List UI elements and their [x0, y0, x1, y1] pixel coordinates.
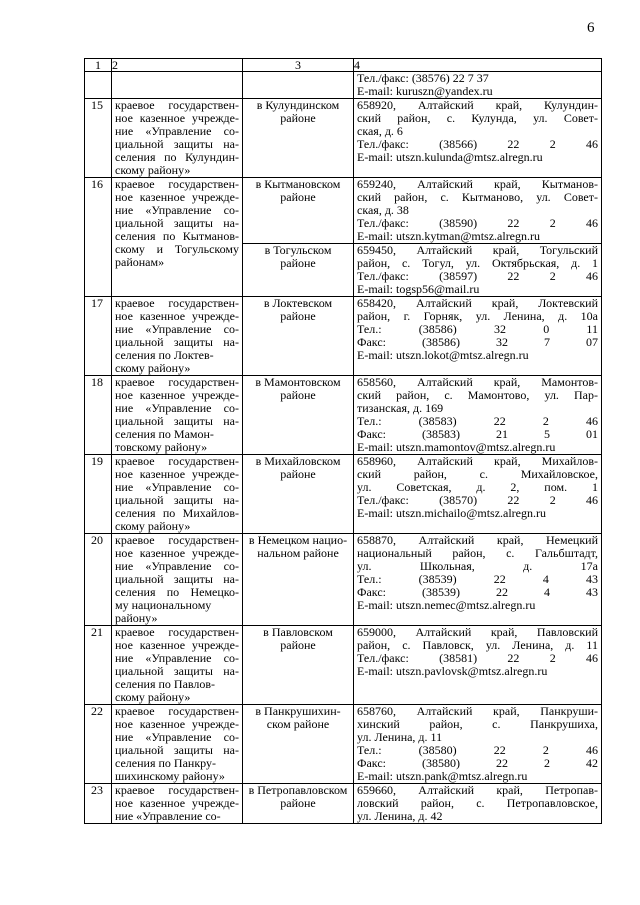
row-number-cell	[85, 178, 112, 297]
district-line: в Михайловском	[255, 454, 341, 468]
address-line: E-mail: togsp56@mail.ru	[357, 282, 480, 296]
organization-line: скому району»	[115, 163, 191, 177]
organization-line: краевое государствен-	[115, 704, 239, 718]
address-line: тизанская, д. 169	[357, 401, 444, 415]
address-line: район, с. Павловск, ул. Ленина, д. 11	[357, 638, 598, 652]
address-cell	[354, 534, 602, 626]
organization-cell	[112, 534, 243, 626]
address-cell	[354, 705, 602, 784]
organization-cell	[112, 626, 243, 705]
district-line: в Немецком нацио-	[248, 533, 348, 547]
organization-line: району»	[115, 611, 158, 625]
row-number-cell	[85, 784, 112, 824]
address-line: 658420, Алтайский край, Локтевский	[357, 296, 598, 310]
organization-line: товскому району»	[115, 440, 208, 454]
organization-line: селения по Михайлов-	[115, 506, 239, 520]
row-number: 17	[91, 296, 103, 310]
district-cell	[243, 72, 354, 99]
organization-line: му национальному	[115, 598, 212, 612]
address-line: ская, д. 38	[357, 203, 409, 217]
offices-table	[84, 58, 602, 824]
row-number: 21	[91, 625, 103, 639]
table-row	[85, 534, 602, 626]
organization-cell	[112, 376, 243, 455]
organization-line: циальной защиты на-	[115, 414, 239, 428]
address-line: Тел./факс: (38576) 22 7 37	[357, 71, 489, 85]
organization-line: циальной защиты на-	[115, 335, 239, 349]
address-line: 659240, Алтайский край, Кытманов-	[357, 177, 598, 191]
address-line: район, с. Тогул, ул. Октябрьская, д. 1	[357, 256, 598, 270]
address-line: Факс: (38580) 22 2 42	[357, 756, 598, 770]
organization-line: ние «Управление со-	[115, 730, 239, 744]
address-cell	[354, 297, 602, 376]
address-line: Факс: (38586) 32 7 07	[357, 335, 598, 349]
district-line: районе	[280, 638, 316, 652]
address-line: 658960, Алтайский край, Михайлов-	[357, 454, 598, 468]
table-row	[85, 705, 602, 784]
organization-line: селения по Кытманов-	[115, 229, 239, 243]
organization-cell	[112, 784, 243, 824]
district-cell	[243, 376, 354, 455]
district-line: в Локтевском	[263, 296, 333, 310]
address-line: Тел./факс: (38597) 22 2 46	[357, 269, 598, 283]
organization-line: циальной защиты на-	[115, 216, 239, 230]
address-line: район, г. Горняк, ул. Ленина, д. 10а	[357, 309, 598, 323]
district-line: районе	[280, 190, 316, 204]
row-number: 15	[91, 98, 103, 112]
organization-line: краевое государствен-	[115, 177, 239, 191]
organization-line: скому району»	[115, 361, 191, 375]
district-cell	[243, 244, 354, 297]
table-row	[85, 297, 602, 376]
organization-line: циальной защиты на-	[115, 572, 239, 586]
table-row	[85, 626, 602, 705]
organization-line: циальной защиты на-	[115, 743, 239, 757]
address-line: Тел.: (38583) 22 2 46	[357, 414, 598, 428]
organization-line: краевое государствен-	[115, 783, 239, 797]
table-row	[85, 784, 602, 824]
address-cell	[354, 626, 602, 705]
organization-line: краевое государствен-	[115, 533, 239, 547]
address-line: ская, д. 6	[357, 124, 403, 138]
district-cell	[243, 534, 354, 626]
district-line: в Тогульском	[264, 243, 332, 257]
table-row	[85, 178, 602, 244]
address-line: 658920, Алтайский край, Кулундин-	[357, 98, 598, 112]
district-line: районе	[280, 111, 316, 125]
address-line: E-mail: utszn.pank@mtsz.alregn.ru	[357, 769, 528, 783]
address-cell	[354, 99, 602, 178]
address-line: E-mail: kuruszn@yandex.ru	[357, 84, 493, 98]
table-row-continuation	[85, 72, 602, 99]
organization-line: селения по Павлов-	[115, 677, 216, 691]
organization-line: районам»	[115, 255, 165, 269]
district-line: в Кытмановском	[255, 177, 341, 191]
address-line: E-mail: utszn.pavlovsk@mtsz.alregn.ru	[357, 664, 548, 678]
district-cell	[243, 705, 354, 784]
organization-cell	[112, 705, 243, 784]
address-line: ский район, с. Мамонтово, ул. Пар-	[357, 388, 598, 402]
table-row	[85, 99, 602, 178]
address-line: национальный район, с. Гальбштадт,	[357, 546, 598, 560]
address-line: E-mail: utszn.mamontov@mtsz.alregn.ru	[357, 440, 556, 454]
organization-line: краевое государствен-	[115, 296, 239, 310]
header-col-2: 2	[112, 59, 243, 72]
organization-line: селения по Панкру-	[115, 756, 216, 770]
organization-cell	[112, 455, 243, 534]
organization-line: ние «Управление со-	[115, 322, 239, 336]
address-line: E-mail: utszn.nemec@mtsz.alregn.ru	[357, 598, 536, 612]
district-line: в Панкрушихин-	[255, 704, 341, 718]
address-line: ул. Советская, д. 2, пом. 1	[357, 480, 598, 494]
address-line: E-mail: utszn.lokot@mtsz.alregn.ru	[357, 348, 529, 362]
district-cell	[243, 178, 354, 244]
page-number: 6	[587, 20, 595, 36]
row-number-cell	[85, 297, 112, 376]
address-line: Тел./факс: (38590) 22 2 46	[357, 216, 598, 230]
row-number: 16	[91, 177, 103, 191]
district-line: районе	[280, 256, 316, 270]
address-line: 659660, Алтайский край, Петропав-	[357, 783, 598, 797]
address-line: хинский район, с. Панкрушиха,	[357, 717, 598, 731]
district-line: в Павловском	[263, 625, 333, 639]
address-line: E-mail: utszn.michailo@mtsz.alregn.ru	[357, 506, 546, 520]
row-number-cell	[85, 705, 112, 784]
address-line: Тел./факс: (38581) 22 2 46	[357, 651, 598, 665]
address-line: ский район, с. Кулунда, ул. Совет-	[357, 111, 598, 125]
table-row	[85, 455, 602, 534]
organization-line: циальной защиты на-	[115, 493, 239, 507]
district-line: районе	[280, 467, 316, 481]
organization-line: селения по Мамон-	[115, 427, 214, 441]
organization-line: шихинскому району»	[115, 769, 225, 783]
address-cell	[354, 178, 602, 244]
address-line: ловский район, с. Петропавловское,	[357, 796, 598, 810]
district-line: в Петропавловском	[248, 783, 348, 797]
address-line: Тел./факс: (38570) 22 2 46	[357, 493, 598, 507]
address-line: Тел.: (38580) 22 2 46	[357, 743, 598, 757]
address-line: E-mail: utszn.kulunda@mtsz.alregn.ru	[357, 150, 543, 164]
district-cell	[243, 626, 354, 705]
district-cell	[243, 784, 354, 824]
organization-line: краевое государствен-	[115, 454, 239, 468]
organization-cell	[112, 297, 243, 376]
address-line: 659450, Алтайский край, Тогульский	[357, 243, 598, 257]
organization-line: ное казенное учрежде-	[115, 309, 239, 323]
organization-line: краевое государствен-	[115, 98, 239, 112]
district-line: районе	[280, 309, 316, 323]
organization-cell	[112, 99, 243, 178]
organization-line: ное казенное учрежде-	[115, 546, 239, 560]
organization-line: ние «Управление со-	[115, 651, 239, 665]
address-line: Факс: (38583) 21 5 01	[357, 427, 598, 441]
organization-line: ние «Управление со-	[115, 401, 239, 415]
address-line: Тел.: (38539) 22 4 43	[357, 572, 598, 586]
district-line: районе	[280, 388, 316, 402]
address-line: Факс: (38539) 22 4 43	[357, 585, 598, 599]
row-number-cell	[85, 455, 112, 534]
organization-cell	[112, 178, 243, 297]
organization-line: ное казенное учрежде-	[115, 467, 239, 481]
organization-line: скому району»	[115, 519, 191, 533]
row-number: 20	[91, 533, 103, 547]
table-header-row	[85, 59, 602, 72]
organization-line: ние «Управление со-	[115, 559, 239, 573]
address-cell	[354, 244, 602, 297]
organization-line: ние «Управление со-	[115, 809, 221, 823]
district-line: ском районе	[266, 717, 330, 731]
organization-line: циальной защиты на-	[115, 664, 239, 678]
organization-line: ние «Управление со-	[115, 480, 239, 494]
row-number: 22	[91, 704, 103, 718]
address-line: Тел.: (38586) 32 0 11	[357, 322, 598, 336]
organization-line: ное казенное учрежде-	[115, 796, 239, 810]
address-line: ский район, с. Михайловское,	[357, 467, 598, 481]
address-line: Тел./факс: (38566) 22 2 46	[357, 137, 598, 151]
row-number: 18	[91, 375, 103, 389]
address-line: 658760, Алтайский край, Панкруши-	[357, 704, 598, 718]
address-line: ул. Ленина, д. 42	[357, 809, 443, 823]
organization-line: ное казенное учрежде-	[115, 717, 239, 731]
header-col-1: 1	[85, 59, 112, 72]
organization-line: селения по Локтев-	[115, 348, 214, 362]
address-cell	[354, 784, 602, 824]
address-line: E-mail: utszn.kytman@mtsz.alregn.ru	[357, 229, 541, 243]
organization-line: скому району»	[115, 690, 191, 704]
address-cell	[354, 72, 602, 99]
district-line: районе	[280, 796, 316, 810]
organization-line: краевое государствен-	[115, 375, 239, 389]
district-line: в Мамонтовском	[255, 375, 341, 389]
district-cell	[243, 297, 354, 376]
organization-line: ное казенное учрежде-	[115, 190, 239, 204]
organization-line: селения по Кулундин-	[115, 150, 239, 164]
row-number-cell	[85, 376, 112, 455]
organization-line: краевое государствен-	[115, 625, 239, 639]
row-number-cell	[85, 534, 112, 626]
header-col-4: 4	[354, 59, 602, 72]
address-line: 658560, Алтайский край, Мамонтов-	[357, 375, 598, 389]
address-line: ский район, с. Кытманово, ул. Совет-	[357, 190, 598, 204]
header-col-3: 3	[243, 59, 354, 72]
organization-line: ное казенное учрежде-	[115, 111, 239, 125]
organization-line: ное казенное учрежде-	[115, 638, 239, 652]
address-line: 658870, Алтайский край, Немецкий	[357, 533, 598, 547]
organization-cell	[112, 72, 243, 99]
district-line: в Кулундинском	[256, 98, 340, 112]
organization-line: циальной защиты на-	[115, 137, 239, 151]
organization-line: селения по Немецко-	[115, 585, 239, 599]
row-number-cell	[85, 626, 112, 705]
row-number: 23	[91, 783, 103, 797]
organization-line: ние «Управление со-	[115, 124, 239, 138]
district-cell	[243, 455, 354, 534]
address-line: ул. Школьная, д. 17а	[357, 559, 598, 573]
row-number-cell	[85, 72, 112, 99]
organization-line: скому и Тогульскому	[115, 242, 239, 256]
district-line: нальном районе	[257, 546, 339, 560]
address-cell	[354, 376, 602, 455]
organization-line: ние «Управление со-	[115, 203, 239, 217]
row-number: 19	[91, 454, 103, 468]
row-number-cell	[85, 99, 112, 178]
address-line: 659000, Алтайский край, Павловский	[357, 625, 598, 639]
table-row	[85, 376, 602, 455]
address-line: ул. Ленина, д. 11	[357, 730, 443, 744]
organization-line: ное казенное учрежде-	[115, 388, 239, 402]
address-cell	[354, 455, 602, 534]
district-cell	[243, 99, 354, 178]
